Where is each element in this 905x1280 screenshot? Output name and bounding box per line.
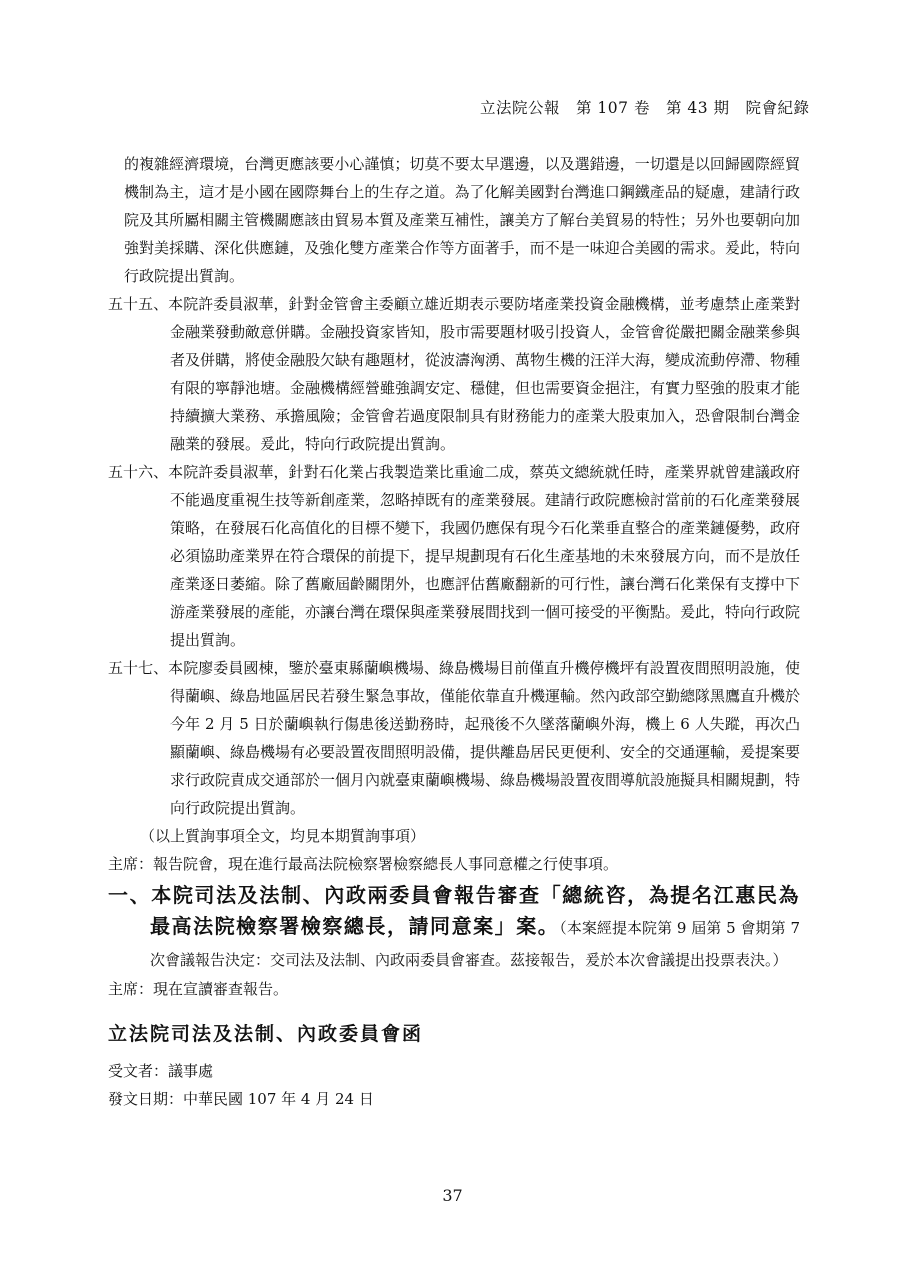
document-body	[108, 150, 800, 1113]
date-line: 發文日期：中華民國 107 年 4 月 24 日	[108, 1090, 374, 1108]
inquiry-item-57: 五十七、本院廖委員國棟，鑒於臺東縣蘭嶼機場、綠島機場目前僅直升機停機坪有設置夜間照明設施，使得蘭嶼、綠島地區居民若發生緊急事故，僅能依靠直升機運輸。然內政部空勤總隊黑鷹直升機於今年 2 月 5 日於蘭嶼執行傷患後送勤務時，起飛後不久墜落蘭嶼外海，機上 6 人失蹤，再次凸顯蘭嶼、綠島機場有必要設置夜間照明設備，提供離島居民更便利、安全的交通運輸，爰提案要求行政院責成交通部於一個月內就臺東蘭嶼機場、綠島機場設置夜間導航設施擬具相關規劃，特向行政院提出質詢。	[108, 659, 801, 817]
continued-paragraph: 的複雜經濟環境，台灣更應該要小心謹慎；切莫不要太早選邊，以及選錯邊，一切還是以回歸國際經貿機制為主，這才是小國在國際舞台上的生存之道。為了化解美國對台灣進口鋼鐵產品的疑慮，建請行政院及其所屬相關主管機關應該由貿易本質及產業互補性，讓美方了解台美貿易的特性；另外也要朝向加強對美採購、深化供應鏈，及強化雙方產業合作等方面著手，而不是一味迎合美國的需求。爰此，特向行政院提出質詢。	[124, 155, 800, 285]
page-number: 37	[442, 1186, 463, 1205]
page-header: 立法院公報 第 107 卷 第 43 期 院會紀錄	[480, 99, 810, 117]
agenda-item	[108, 880, 800, 975]
agenda-title: 一、本院司法及法制、內政兩委員會報告審查「總統咨，為提名江惠民為最高法院檢察署檢察總長，請同意案」案。	[108, 883, 800, 938]
section-title: 立法院司法及法制、內政委員會函	[108, 1023, 424, 1045]
chair-statement-2: 主席：現在宣讀審查報告。	[108, 980, 289, 998]
inquiry-note: （以上質詢事項全文，均見本期質詢事項）	[140, 827, 426, 845]
agenda-note: （本案經提本院第 9 屆第 5 會期第 7 次會議報告決定：交司法及法制、內政兩委員會審查。茲接報告，爰於本次會議提出投票表決。）	[150, 919, 800, 969]
inquiry-item-56: 五十六、本院許委員淑華，針對石化業占我製造業比重逾二成，蔡英文總統就任時，產業界就曾建議政府不能過度重視生技等新創產業，忽略掉既有的產業發展。建請行政院應檢討當前的石化產業發展策略，在發展石化高值化的目標不變下，我國仍應保有現今石化業垂直整合的產業鏈優勢，政府必須協助產業界在符合環保的前提下，提早規劃現有石化生產基地的未來發展方向，而不是放任產業逐日萎縮。除了舊廠屆齡關閉外，也應評估舊廠翻新的可行性，讓台灣石化業保有支撐中下游產業發展的產能，亦讓台灣在環保與產業發展間找到一個可接受的平衡點。爰此，特向行政院提出質詢。	[108, 463, 801, 649]
recipient-line: 受文者：議事處	[108, 1062, 214, 1080]
inquiry-item-55: 五十五、本院許委員淑華，針對金管會主委顧立雄近期表示要防堵產業投資金融機構，並考慮禁止產業對金融業發動敵意併購。金融投資家皆知，股市需要題材吸引投資人，金管會從嚴把關金融業參與者及併購，將使金融股欠缺有趣題材，從波濤洶湧、萬物生機的汪洋大海，變成流動停滯、物種有限的寧靜池塘。金融機構經營雖強調安定、穩健，但也需要資金挹注，有實力堅強的股東才能持續擴大業務、承擔風險；金管會若過度限制具有財務能力的產業大股東加入，恐會限制台灣金融業的發展。爰此，特向行政院提出質詢。	[108, 295, 801, 453]
chair-statement-1: 主席：報告院會，現在進行最高法院檢察署檢察總長人事同意權之行使事項。	[108, 855, 619, 873]
